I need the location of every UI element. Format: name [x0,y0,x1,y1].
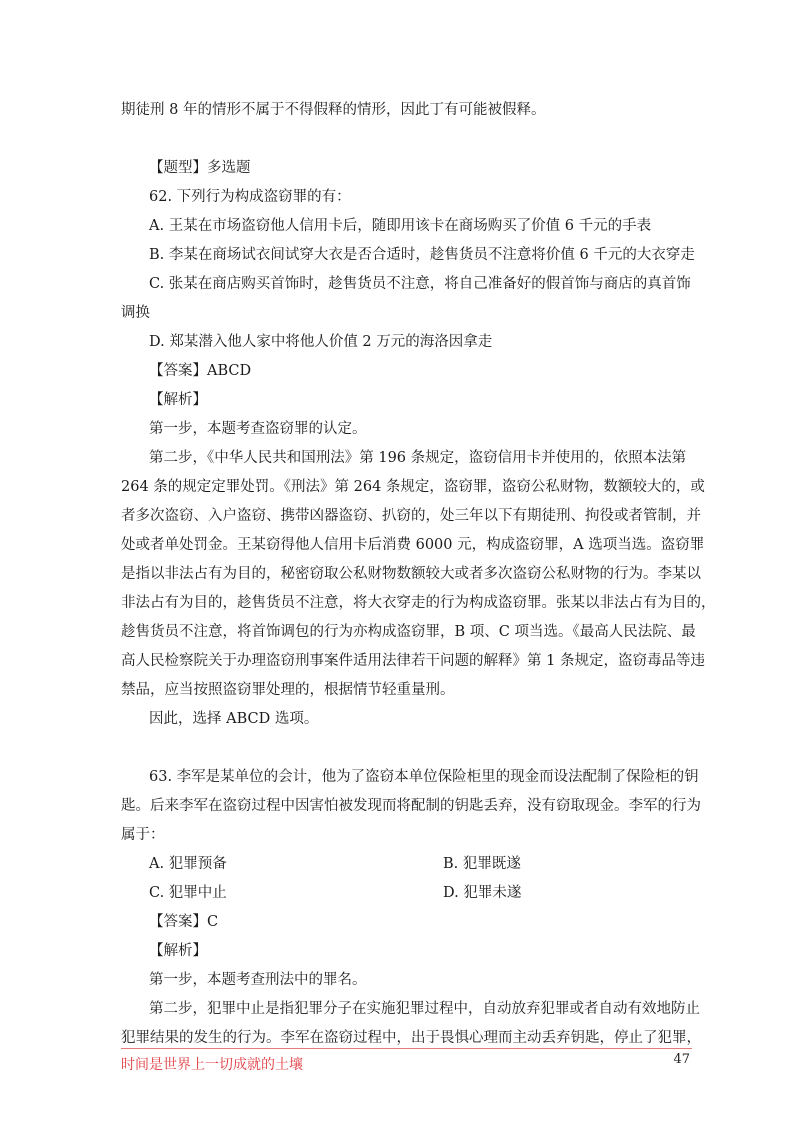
q62-answer: 【答案】ABCD [149,363,252,379]
footer-rule [121,1048,692,1049]
page-number: 47 [673,1052,690,1067]
q63-stem-line: 匙。后来李军在盗窃过程中因害怕被发现而将配制的钥匙丢弃，没有窃取现金。李军的行为 [121,798,701,814]
q62-option-c: C. 张某在商店购买首饰时，趁售货员不注意，将自己准备好的假首饰与商店的真首饰 [149,276,691,292]
q62-option-c-cont: 调换 [121,305,150,321]
q62-step2-line: 是指以非法占有为目的，秘密窃取公私财物数额较大或者多次盗窃公私财物的行为。李某以 [121,566,701,582]
q62-option-b: B. 李某在商场试衣间试穿大衣是否合适时，趁售货员不注意将价值 6 千元的大衣穿走 [149,247,695,263]
q63-answer: 【答案】C [149,914,219,930]
q62-step2-line: 处或者单处罚金。王某窃得他人信用卡后消费 6000 元，构成盗窃罪，A 选项当选。盗窃罪 [121,537,705,553]
q63-step2-line: 第二步，犯罪中止是指犯罪分子在实施犯罪过程中，自动放弃犯罪或者自动有效地防止 [149,1001,700,1017]
q62-conclusion: 因此，选择 ABCD 选项。 [149,711,319,727]
q62-option-a: A. 王某在市场盗窃他人信用卡后，随即用该卡在商场购买了价值 6 千元的手表 [149,218,652,234]
q62-step2-line: 禁品，应当按照盗窃罪处理的，根据情节轻重量刑。 [121,682,455,698]
q62-step1: 第一步，本题考查盗窃罪的认定。 [149,421,367,437]
spacer [121,125,691,154]
footer-slogan: 时间是世界上一切成就的土壤 [121,1057,303,1073]
q62-stem: 62. 下列行为构成盗窃罪的有： [149,189,351,205]
q63-analysis-label: 【解析】 [149,943,207,959]
q63-option-d: D. 犯罪未遂 [443,885,522,901]
q63-option-a: A. 犯罪预备 [149,856,227,872]
q62-option-d: D. 郑某潜入他人家中将他人价值 2 万元的海洛因拿走 [149,334,493,350]
q63-stem-line: 63. 李军是某单位的会计，他为了盗窃本单位保险柜里的现金而设法配制了保险柜的钥 [149,769,699,785]
q62-step2-line: 者多次盗窃、入户盗窃、携带凶器盗窃、扒窃的，处三年以下有期徒刑、拘役或者管制，并 [121,508,701,524]
q62-step2-line: 264 条的规定定罪处罚。《刑法》第 264 条规定，盗窃罪，盗窃公私财物，数额较大的，或 [121,479,705,495]
q63-step1: 第一步，本题考查刑法中的罪名。 [149,972,367,988]
q63-options-row [121,850,691,879]
q63-step2-line: 犯罪结果的发生的行为。李军在盗窃过程中，出于畏惧心理而主动丢弃钥匙，停止了犯罪， [121,1030,701,1046]
q62-step2-line: 第二步，《中华人民共和国刑法》第 196 条规定，盗窃信用卡并使用的，依照本法第 [149,450,687,466]
intro-line: 期徒刑 8 年的情形不属于不得假释的情形，因此丁有可能被假释。 [121,102,546,118]
q62-step2-line: 趁售货员不注意，将首饰调包的行为亦构成盗窃罪，B 项、C 项当选。《最高人民法院、最 [121,624,696,640]
spacer [121,734,691,763]
document-body [121,96,716,1053]
q62-step2-line: 高人民检察院关于办理盗窃刑事案件适用法律若干问题的解释》第 1 条规定，盗窃毒品等违 [121,653,705,669]
q62-type: 【题型】多选题 [149,160,251,176]
q63-options-row [121,879,691,908]
q63-stem-line: 属于： [121,827,165,843]
q62-step2-line: 非法占有为目的，趁售货员不注意，将大衣穿走的行为构成盗窃罪。张某以非法占有为目的， [121,595,716,611]
q63-option-c: C. 犯罪中止 [149,885,227,901]
q62-analysis-label: 【解析】 [149,392,207,408]
q63-option-b: B. 犯罪既遂 [443,856,521,872]
